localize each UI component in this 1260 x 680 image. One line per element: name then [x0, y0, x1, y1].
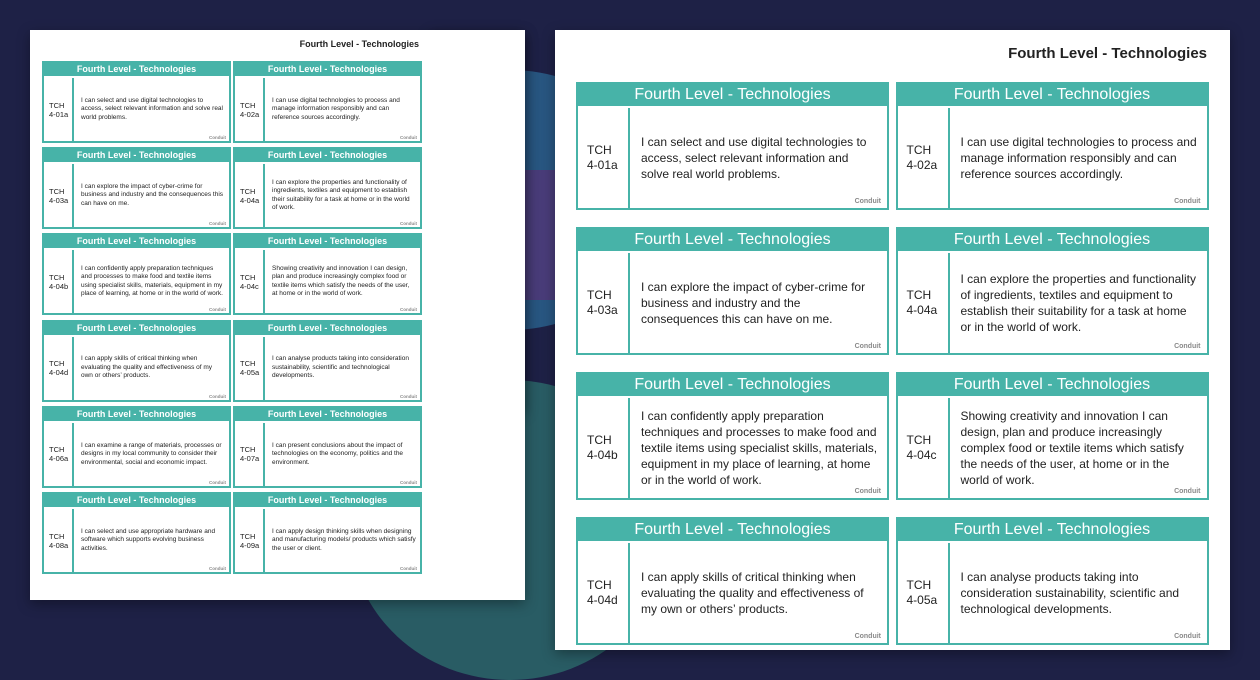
card-code	[235, 78, 265, 141]
card-code-prefix: TCH	[49, 445, 65, 455]
card-code-prefix: TCH	[240, 445, 256, 455]
outcome-card	[896, 227, 1209, 355]
card-code	[898, 543, 950, 643]
brand-mark: Conduit	[854, 343, 881, 350]
card-code-prefix: TCH	[906, 288, 932, 302]
card-text: I can use digital technologies to process and manage information responsibly and can reference sources accordingly.	[272, 96, 400, 121]
card-text: I can explore the properties and functionality of ingredients, textiles and equipment to establish their suitability for a task at home or in the world of work.	[960, 272, 1196, 334]
brand-mark: Conduit	[854, 198, 881, 205]
card-code-number: 4-05a	[240, 368, 260, 378]
card-title: Fourth Level - Technologies	[898, 229, 1207, 251]
card-body	[898, 253, 1207, 353]
card-title: Fourth Level - Technologies	[235, 408, 420, 421]
brand-mark: Conduit	[209, 566, 226, 571]
card-code	[44, 423, 74, 486]
card-code-number: 4-06a	[49, 454, 69, 464]
card-body	[578, 108, 887, 208]
card-code-prefix: TCH	[240, 186, 256, 196]
card-code-number: 4-04a	[906, 303, 938, 317]
card-code-prefix: TCH	[240, 531, 256, 541]
card-title: Fourth Level - Technologies	[898, 374, 1207, 396]
outcome-card	[896, 517, 1209, 645]
brand-mark: Conduit	[854, 633, 881, 640]
card-body	[235, 164, 420, 227]
card-title: Fourth Level - Technologies	[578, 519, 887, 541]
card-code-prefix: TCH	[906, 143, 932, 157]
outcome-card	[233, 320, 422, 402]
brand-mark: Conduit	[400, 479, 417, 485]
card-code-number: 4-01a	[49, 109, 69, 119]
card-code	[898, 398, 950, 498]
brand-mark: Conduit	[400, 393, 417, 399]
sheet-back-title: Fourth Level - Technologies	[299, 39, 419, 49]
card-text: I can use digital technologies to process and manage information responsibly and can reference sources accordingly.	[960, 135, 1197, 181]
brand-mark: Conduit	[400, 221, 417, 227]
brand-mark: Conduit	[209, 221, 226, 227]
card-text: I can explore the impact of cyber-crime for business and industry and the consequences this can have on me.	[641, 280, 866, 326]
card-text: I can present conclusions about the impact of technologies on the economy, politics and the environment.	[272, 441, 404, 466]
card-code-prefix: TCH	[240, 100, 256, 110]
outcome-card	[576, 227, 889, 355]
brand-mark: Conduit	[1174, 488, 1201, 495]
card-code-number: 4-05a	[906, 593, 938, 607]
card-body	[578, 253, 887, 353]
card-title: Fourth Level - Technologies	[898, 519, 1207, 541]
card-body	[44, 423, 229, 486]
card-code-prefix: TCH	[587, 433, 612, 447]
card-code-prefix: TCH	[49, 272, 65, 282]
card-code	[44, 250, 74, 313]
card-code-number: 4-04a	[240, 195, 260, 205]
card-body	[235, 250, 420, 313]
card-title: Fourth Level - Technologies	[578, 84, 887, 106]
brand-mark: Conduit	[209, 307, 226, 313]
worksheet-preview	[30, 30, 525, 600]
card-text: I can explore the properties and functionality of ingredients, textiles and equipment to establish their suitability for a task at home or in the world of work.	[272, 178, 410, 212]
brand-mark: Conduit	[1174, 198, 1201, 205]
card-body	[235, 78, 420, 141]
card-body	[898, 108, 1207, 208]
card-code-prefix: TCH	[587, 288, 612, 302]
card-text: I can confidently apply preparation techniques and processes to make food and textile items using specialist skills, materials, equipment in my place of learning, at home or in the world of work.	[81, 264, 223, 298]
card-title: Fourth Level - Technologies	[898, 84, 1207, 106]
card-body	[898, 543, 1207, 643]
card-code-number: 4-04d	[587, 593, 618, 607]
outcome-card	[576, 517, 889, 645]
card-code	[44, 509, 74, 572]
card-text: I can apply design thinking skills when designing and manufacturing models/ products which satisfy the user or client.	[272, 527, 416, 552]
card-code	[235, 250, 265, 313]
brand-mark: Conduit	[209, 135, 226, 140]
sheet-front-title: Fourth Level - Technologies	[1008, 45, 1207, 62]
card-code	[578, 398, 630, 498]
card-body	[44, 78, 229, 141]
card-code-prefix: TCH	[49, 100, 65, 110]
card-code-prefix: TCH	[240, 359, 256, 369]
brand-mark: Conduit	[400, 566, 417, 571]
card-code-number: 4-04c	[240, 281, 259, 291]
card-code-number: 4-01a	[587, 158, 618, 172]
outcome-card	[576, 372, 889, 500]
card-text: I can explore the impact of cyber-crime for business and industry and the consequences this can have on me.	[81, 182, 224, 207]
card-text: I can examine a range of materials, processes or designs in my local community to consider their environmental, social and economic impact.	[81, 441, 222, 466]
card-code	[898, 253, 950, 353]
brand-mark: Conduit	[209, 393, 226, 399]
card-code-number: 4-02a	[906, 158, 938, 172]
outcome-card	[233, 233, 422, 315]
card-text: Showing creativity and innovation I can design, plan and produce increasingly complex food or textile items which satisfy the needs of the user, at home or in the world of work.	[960, 409, 1184, 487]
card-title: Fourth Level - Technologies	[235, 322, 420, 335]
card-body	[235, 423, 420, 486]
outcome-card	[42, 61, 231, 143]
card-code-number: 4-04b	[587, 448, 618, 462]
outcome-card	[896, 372, 1209, 500]
card-code-number: 4-03a	[49, 195, 69, 205]
card-text: I can analyse products taking into consideration sustainability, scientific and technological developments.	[272, 355, 409, 380]
brand-mark: Conduit	[854, 488, 881, 495]
brand-mark: Conduit	[400, 307, 417, 313]
card-text: I can select and use digital technologies to access, select relevant information and solve real world problems.	[81, 96, 223, 121]
outcome-card	[42, 147, 231, 229]
card-body	[44, 164, 229, 227]
card-title: Fourth Level - Technologies	[235, 149, 420, 162]
card-code-number: 4-07a	[240, 454, 260, 464]
card-text: Showing creativity and innovation I can design, plan and produce increasingly complex food or textile items which satisfy the needs of the user, at home or in the world of work.	[272, 264, 410, 298]
card-code	[578, 253, 630, 353]
card-text: I can analyse products taking into consideration sustainability, scientific and technological developments.	[960, 570, 1180, 616]
card-text: I can select and use appropriate hardware and software which supports evolving business activities.	[81, 527, 216, 552]
card-code-number: 4-04c	[906, 448, 937, 462]
card-text: I can apply skills of critical thinking when evaluating the quality and effectiveness of my own or others’ products.	[641, 570, 864, 616]
card-code-number: 4-02a	[240, 109, 260, 119]
card-body	[44, 337, 229, 400]
card-code	[235, 509, 265, 572]
card-title: Fourth Level - Technologies	[44, 322, 229, 335]
outcome-card	[576, 82, 889, 210]
worksheet-zoomed	[555, 30, 1230, 650]
card-body	[898, 398, 1207, 498]
card-text: I can apply skills of critical thinking when evaluating the quality and effectiveness of my own or others’ products.	[81, 355, 213, 380]
outcome-card	[233, 147, 422, 229]
card-code-number: 4-04d	[49, 368, 69, 378]
card-code-prefix: TCH	[49, 186, 65, 196]
card-title: Fourth Level - Technologies	[578, 374, 887, 396]
card-title: Fourth Level - Technologies	[578, 229, 887, 251]
card-code	[44, 337, 74, 400]
card-body	[578, 398, 887, 498]
card-body	[44, 509, 229, 572]
brand-mark: Conduit	[1174, 343, 1201, 350]
card-code	[235, 337, 265, 400]
card-title: Fourth Level - Technologies	[44, 63, 229, 76]
card-body	[235, 337, 420, 400]
card-code-number: 4-03a	[587, 303, 618, 317]
card-body	[235, 509, 420, 572]
card-code	[578, 108, 630, 208]
card-text: I can confidently apply preparation techniques and processes to make food and textile items using specialist skills, materials, equipment in my place of learning, at home or in the world of work.	[641, 409, 878, 487]
card-code	[44, 78, 74, 141]
outcome-card	[42, 233, 231, 315]
card-code-number: 4-09a	[240, 540, 260, 550]
card-code-number: 4-04b	[49, 281, 69, 291]
brand-mark: Conduit	[209, 479, 226, 485]
card-code-number: 4-08a	[49, 540, 69, 550]
card-code-prefix: TCH	[906, 433, 932, 447]
card-body	[44, 250, 229, 313]
brand-mark: Conduit	[400, 135, 417, 140]
outcome-card	[42, 492, 231, 574]
card-title: Fourth Level - Technologies	[44, 408, 229, 421]
card-code-prefix: TCH	[49, 359, 65, 369]
card-title: Fourth Level - Technologies	[44, 149, 229, 162]
outcome-card	[233, 406, 422, 488]
card-title: Fourth Level - Technologies	[44, 235, 229, 248]
card-code	[898, 108, 950, 208]
card-text: I can select and use digital technologies to access, select relevant information and solve real world problems.	[641, 135, 867, 181]
card-code	[235, 423, 265, 486]
card-title: Fourth Level - Technologies	[44, 494, 229, 507]
card-code-prefix: TCH	[240, 272, 256, 282]
card-title: Fourth Level - Technologies	[235, 235, 420, 248]
card-code	[235, 164, 265, 227]
outcome-card	[42, 406, 231, 488]
card-code-prefix: TCH	[587, 143, 612, 157]
outcome-card	[233, 61, 422, 143]
outcome-card	[233, 492, 422, 574]
card-code	[578, 543, 630, 643]
brand-mark: Conduit	[1174, 633, 1201, 640]
card-body	[578, 543, 887, 643]
outcome-card	[896, 82, 1209, 210]
card-code-prefix: TCH	[587, 578, 612, 592]
outcome-card	[42, 320, 231, 402]
card-title: Fourth Level - Technologies	[235, 63, 420, 76]
card-code-prefix: TCH	[906, 578, 932, 592]
card-code	[44, 164, 74, 227]
card-title: Fourth Level - Technologies	[235, 494, 420, 507]
card-code-prefix: TCH	[49, 531, 65, 541]
